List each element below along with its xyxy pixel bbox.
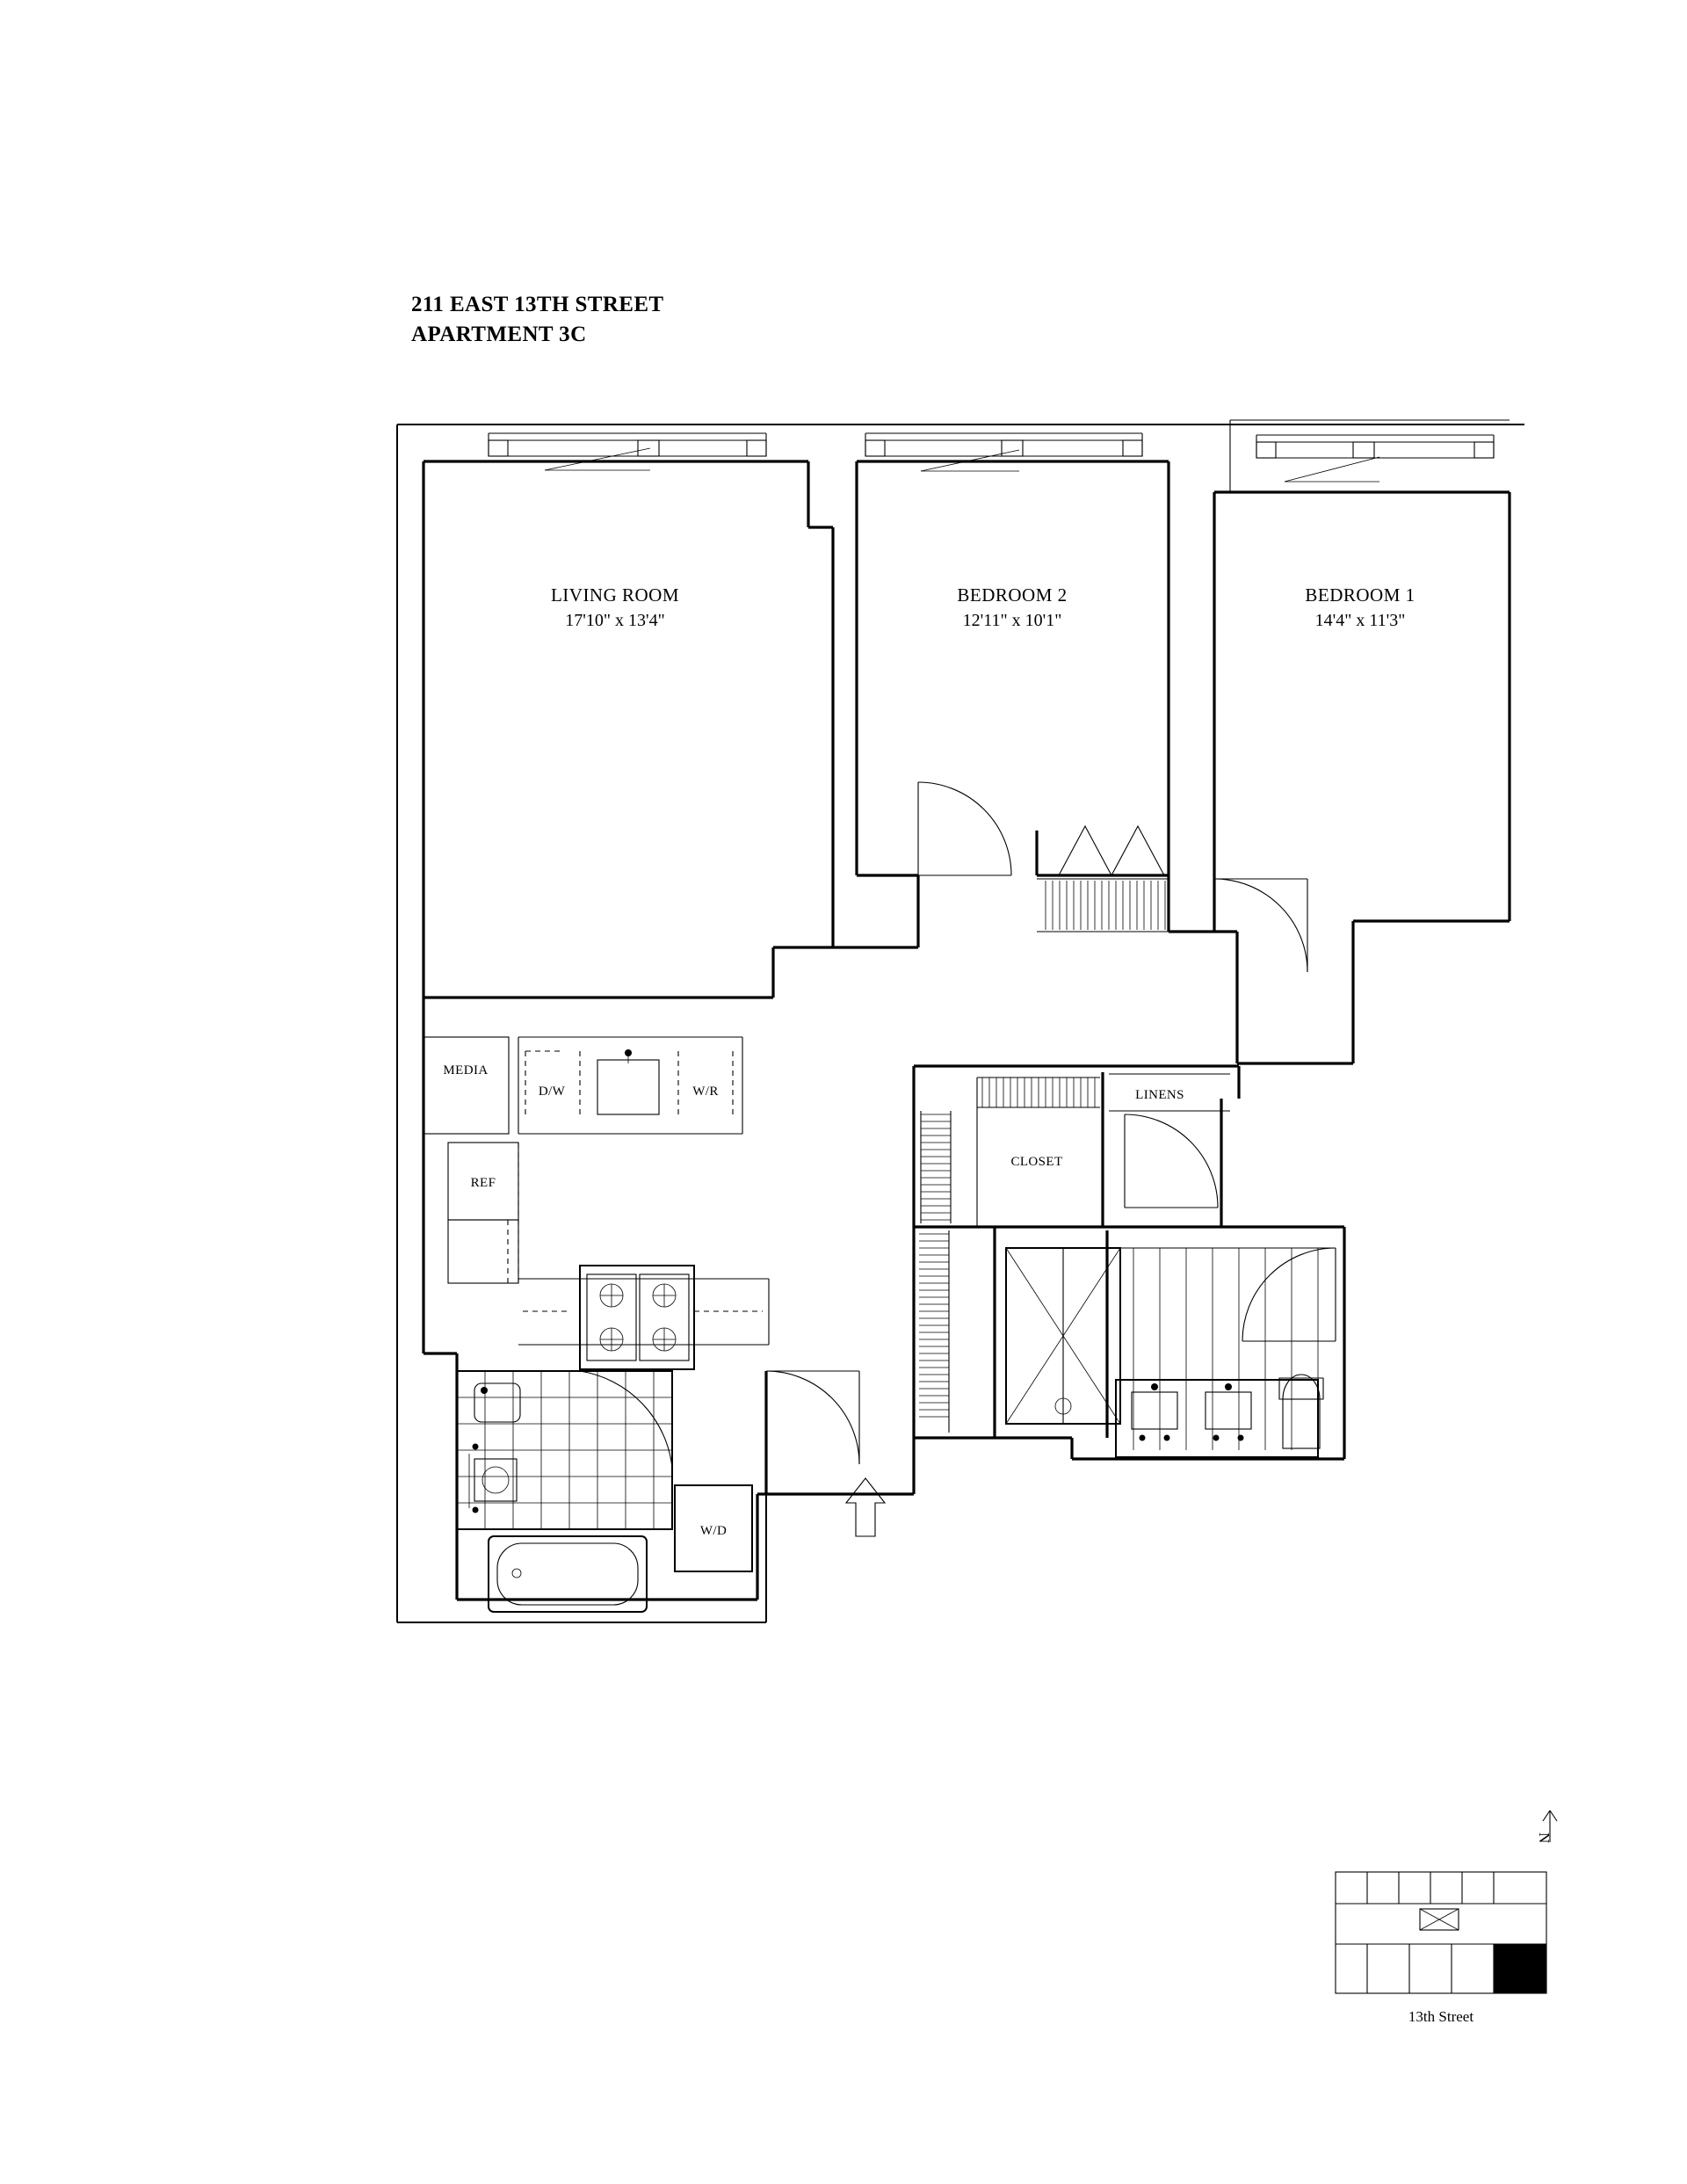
living-room-dimensions: 17'10" x 13'4" <box>565 611 665 630</box>
bedroom-1-label: BEDROOM 1 <box>1305 584 1415 606</box>
washer-dryer-closet <box>675 1485 752 1571</box>
media-label: MEDIA <box>443 1063 489 1077</box>
key-plan <box>1336 1810 1557 2025</box>
wine-refrigerator-label: W/R <box>692 1085 719 1099</box>
living-room-label: LIVING ROOM <box>550 584 680 606</box>
title-line-address: 211 EAST 13TH STREET <box>411 293 664 316</box>
linens-label: LINENS <box>1135 1088 1184 1102</box>
second-bathroom <box>914 1227 1344 1459</box>
bedroom-1-dimensions: 14'4" x 11'3" <box>1314 611 1406 630</box>
north-label: N <box>1536 1832 1553 1844</box>
master-bathroom <box>457 1371 672 1612</box>
living-room-walls <box>424 433 833 998</box>
closet-label: CLOSET <box>1010 1155 1063 1169</box>
bedroom-2-dimensions: 12'11" x 10'1" <box>962 611 1062 630</box>
bedroom-2-walls <box>833 433 1169 947</box>
title-line-apartment: APARTMENT 3C <box>411 322 587 346</box>
bedroom-1-walls <box>1169 420 1510 1063</box>
refrigerator-label: REF <box>470 1176 496 1190</box>
hall-closet <box>914 1066 1239 1227</box>
entry-door <box>766 1371 859 1494</box>
washer-dryer-label: W/D <box>699 1524 728 1538</box>
dishwasher-label: D/W <box>538 1085 566 1099</box>
kitchen <box>424 1037 769 1369</box>
key-plan-street-label: 13th Street <box>1408 2008 1474 2025</box>
bedroom-2-label: BEDROOM 2 <box>957 584 1068 606</box>
bedroom-2-closet <box>1037 826 1169 932</box>
entry-direction-arrow <box>846 1478 885 1536</box>
